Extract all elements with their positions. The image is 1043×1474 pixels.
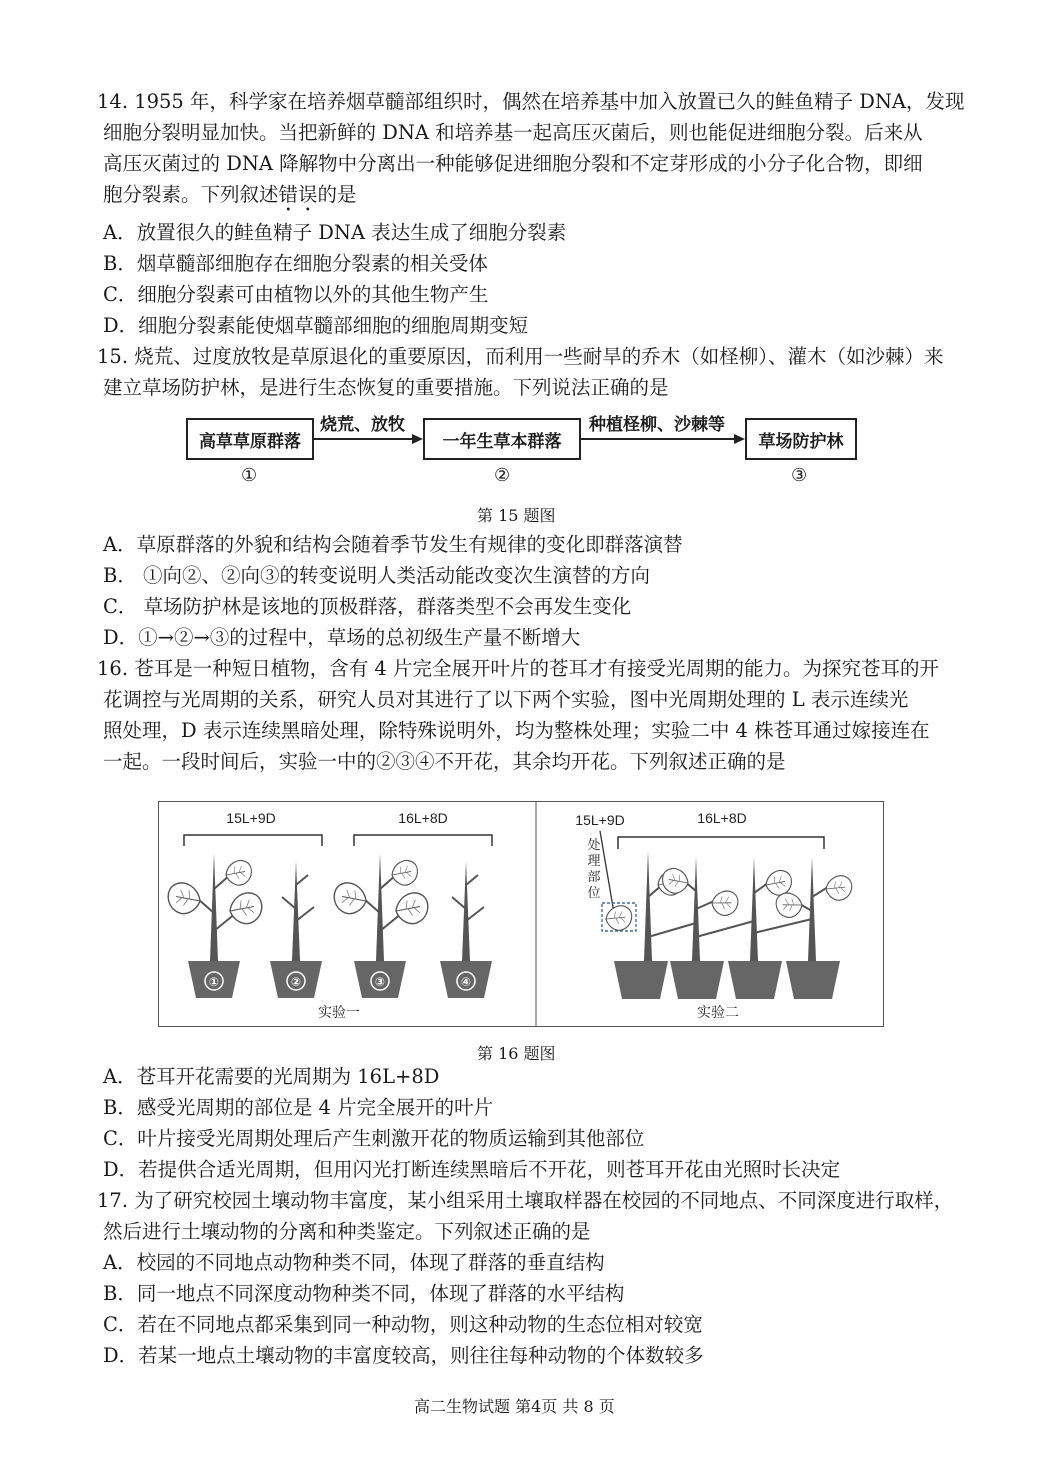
pot-number-2: ②	[290, 975, 302, 989]
q15-option-c: C． 草场防护林是该地的顶极群落，群落类型不会再发生变化	[103, 595, 632, 618]
q16-option-d: D．若提供合适光周期，但用闪光打断连续黑暗后不开花，则苍耳开花由光照时长决定	[103, 1158, 841, 1181]
q16-experiment-figure	[158, 801, 884, 1027]
flow-box-2: 一年生草本群落	[423, 418, 581, 460]
q15-option-d: D．①→②→③的过程中，草场的总初级生产量不断增大	[103, 626, 581, 649]
q16-stem-line-4: 一起。一段时间后，实验一中的②③④不开花，其余均开花。下列叙述正确的是	[103, 750, 786, 773]
exp1-name: 实验一	[318, 1004, 360, 1020]
q15-option-a: A．草原群落的外貌和结构会随着季节发生有规律的变化即群落演替	[103, 533, 683, 556]
q14-option-c: C．细胞分裂素可由植物以外的其他生物产生	[103, 283, 489, 306]
q17-stem-line-2: 然后进行土壤动物的分离和种类鉴定。下列叙述正确的是	[103, 1220, 591, 1243]
q14-emphasis-char-2: 误	[298, 183, 318, 206]
q15-stem-line-2: 建立草场防护林，是进行生态恢复的重要措施。下列说法正确的是	[103, 376, 669, 399]
exp2-label-15l9d: 15L+9D	[575, 812, 625, 828]
q16-option-c: C．叶片接受光周期处理后产生刺激开花的物质运输到其他部位	[103, 1127, 645, 1150]
exp2-label-16l8d: 16L+8D	[697, 810, 747, 826]
q16-stem-line-2: 花调控与光周期的关系，研究人员对其进行了以下两个实验，图中光周期处理的 L 表示连续光	[103, 688, 909, 711]
flow-number-3: ③	[791, 465, 808, 486]
flow-number-2: ②	[494, 465, 511, 486]
q16-option-b: B．感受光周期的部位是 4 片完全展开的叶片	[103, 1096, 494, 1119]
q14-stem-line-1: 14. 1955 年，科学家在培养烟草髓部组织时，偶然在培养基中加入放置已久的鲑鱼精子 DNA，发现	[97, 90, 965, 113]
flow-number-1: ①	[241, 465, 258, 486]
q15-stem-line-1: 15. 烧荒、过度放牧是草原退化的重要原因，而利用一些耐旱的乔木（如柽柳）、灌木（如沙棘）来	[97, 345, 944, 368]
q14-stem-line-2: 细胞分裂明显加快。当把新鲜的 DNA 和培养基一起高压灭菌后，则也能促进细胞分裂。后来从	[103, 121, 923, 144]
exp2-vertical-char-4: 位	[587, 885, 601, 900]
pot-number-3: ③	[374, 975, 386, 989]
exp2-vertical-char-1: 处	[587, 837, 601, 852]
flow-arrows	[0, 0, 1043, 480]
q16-option-a: A．苍耳开花需要的光周期为 16L+8D	[103, 1065, 440, 1088]
q15-option-b: B． ①向②、②向③的转变说明人类活动能改变次生演替的方向	[103, 564, 651, 587]
figure-15-caption: 第 15 题图	[477, 506, 556, 525]
figure-16-caption: 第 16 题图	[477, 1044, 556, 1063]
q17-option-c: C．若在不同地点都采集到同一种动物，则这种动物的生态位相对较宽	[103, 1313, 703, 1336]
flow-arrow-label-2: 种植柽柳、沙棘等	[589, 415, 725, 435]
exp2-vertical-char-3: 部	[587, 869, 601, 884]
exp2-vertical-char-2: 理	[587, 853, 601, 868]
q14-option-a: A．放置很久的鲑鱼精子 DNA 表达生成了细胞分裂素	[103, 221, 567, 244]
page-footer: 高二生物试题 第4页 共 8 页	[414, 1397, 615, 1416]
flow-arrow-label-1: 烧荒、放牧	[320, 415, 405, 435]
exp1-label-16l8d: 16L+8D	[398, 810, 448, 826]
q16-stem-line-3: 照处理，D 表示连续黑暗处理，除特殊说明外，均为整株处理；实验二中 4 株苍耳通过嫁接连在	[103, 719, 930, 742]
q14-option-b: B．烟草髓部细胞存在细胞分裂素的相关受体	[103, 252, 488, 275]
q17-option-d: D．若某一地点土壤动物的丰富度较高，则往往每种动物的个体数较多	[103, 1344, 704, 1367]
q17-option-a: A．校园的不同地点动物种类不同，体现了群落的垂直结构	[103, 1251, 605, 1274]
q14-line4-prefix: 胞分裂素。下列叙述	[103, 183, 279, 206]
q17-option-b: B．同一地点不同深度动物种类不同，体现了群落的水平结构	[103, 1282, 625, 1305]
q14-line4-suffix: 的是	[317, 183, 357, 206]
q16-stem-line-1: 16. 苍耳是一种短日植物，含有 4 片完全展开叶片的苍耳才有接受光周期的能力。为探究苍耳的开	[97, 657, 940, 680]
flow-box-1: 高草草原群落	[186, 418, 314, 460]
q14-option-d: D．细胞分裂素能使烟草髓部细胞的细胞周期变短	[103, 314, 529, 337]
exp2-name: 实验二	[697, 1004, 739, 1020]
q17-stem-line-1: 17. 为了研究校园土壤动物丰富度，某小组采用土壤取样器在校园的不同地点、不同深度进行取样，	[97, 1189, 954, 1212]
q14-emphasis-char-1: 错	[278, 183, 299, 206]
q14-stem-line-3: 高压灭菌过的 DNA 降解物中分离出一种能够促进细胞分裂和不定芽形成的小分子化合物，即细	[103, 152, 923, 175]
pot-number-4: ④	[460, 975, 472, 989]
pot-number-1: ①	[208, 975, 220, 989]
exp1-label-15l9d: 15L+9D	[226, 810, 276, 826]
flow-box-3: 草场防护林	[745, 418, 857, 460]
